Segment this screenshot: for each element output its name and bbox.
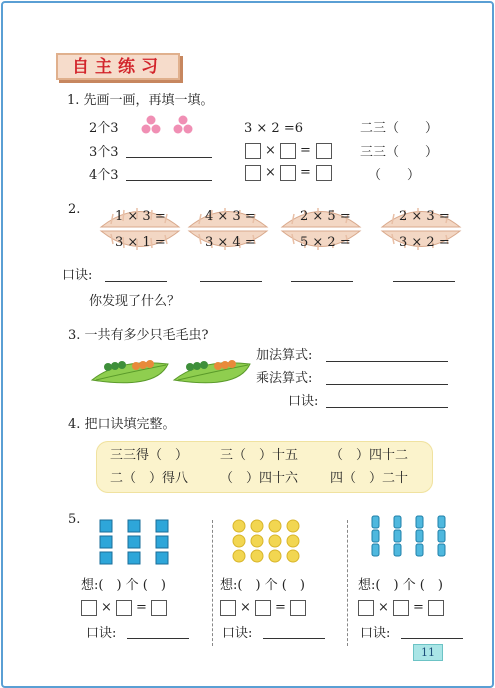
shell-top-expr: 2 × 5 =	[300, 209, 351, 224]
shell-top-expr: 2 × 3 =	[399, 209, 450, 224]
q2-koujue-label: 口诀:	[62, 268, 93, 283]
dashed-divider	[347, 520, 348, 646]
equals-sign: =	[300, 165, 311, 180]
page-title: 自主练习	[72, 57, 164, 77]
shell-card-4	[378, 204, 464, 254]
equals-sign: =	[275, 600, 286, 615]
q2-koujue-blank-4[interactable]	[393, 269, 455, 282]
q1-row1-right: 二三（ ）	[360, 121, 439, 136]
q3-mul-blank[interactable]	[326, 372, 448, 385]
q3-mul-label: 乘法算式:	[256, 371, 313, 386]
shell-bottom-expr: 3 × 4 =	[205, 235, 256, 250]
q3-koujue-label: 口诀:	[288, 394, 319, 409]
q3-add-label: 加法算式:	[256, 348, 313, 363]
q1-row2-left: 3个3	[89, 145, 119, 160]
q1-row3-draw-line[interactable]	[126, 168, 212, 181]
q2-discover-prompt: 你发现了什么？	[89, 294, 181, 309]
q5-col3-box-3[interactable]	[428, 600, 444, 616]
q5-col2-box-2[interactable]	[255, 600, 271, 616]
pink-dots-icon	[140, 114, 198, 136]
times-sign: ×	[378, 600, 389, 615]
equals-sign: =	[413, 600, 424, 615]
shell-top-expr: 1 × 3 =	[115, 209, 166, 224]
q1-row2-box-3[interactable]	[316, 143, 332, 159]
times-sign: ×	[265, 143, 276, 158]
q5-col1-box-3[interactable]	[151, 600, 167, 616]
q5-col2-koujue-blank[interactable]	[263, 626, 325, 639]
times-sign: ×	[265, 165, 276, 180]
q1-row3-box-3[interactable]	[316, 165, 332, 181]
q5-col1-think: 想:( ) 个 ( )	[81, 578, 166, 593]
q5-col2-koujue-label: 口诀:	[222, 626, 253, 641]
q5-col2-think: 想:( ) 个 ( )	[220, 578, 305, 593]
equals-sign: =	[300, 143, 311, 158]
shell-card-3	[278, 204, 364, 254]
q1-row2-draw-line[interactable]	[126, 145, 212, 158]
q5-label: 5.	[68, 512, 81, 527]
page-number: 11	[413, 644, 443, 661]
q1-row3-right: （ ）	[368, 168, 421, 183]
q1-row1-equation: 3 × 2 =6	[244, 121, 303, 136]
q1-row1-left: 2个3	[89, 121, 119, 136]
q5-col3-koujue-label: 口诀:	[360, 626, 391, 641]
times-sign: ×	[101, 600, 112, 615]
q1-row2-box-2[interactable]	[280, 143, 296, 159]
q1-row3-box-1[interactable]	[245, 165, 261, 181]
caterpillar-leaves-icon	[90, 350, 255, 394]
q1-row2-right: 三三（ ）	[360, 145, 439, 160]
q5-col3-koujue-blank[interactable]	[401, 626, 463, 639]
rhyme-1: 三三得（ ）	[110, 448, 189, 463]
q1-row3-left: 4个3	[89, 168, 119, 183]
rhyme-2: 三（ ）十五	[220, 448, 299, 463]
shell-card-1	[97, 204, 183, 254]
q5-col3-think: 想:( ) 个 ( )	[358, 578, 443, 593]
q1-row2-box-1[interactable]	[245, 143, 261, 159]
q5-col3-box-1[interactable]	[358, 600, 374, 616]
title-banner	[56, 53, 180, 80]
rhyme-3: （ ）四十二	[330, 448, 409, 463]
shell-bottom-expr: 5 × 2 =	[300, 235, 351, 250]
rhyme-5: （ ）四十六	[220, 471, 299, 486]
q3-label: 3. 一共有多少只毛毛虫?	[68, 328, 209, 343]
q5-col1-box-2[interactable]	[116, 600, 132, 616]
shell-bottom-expr: 3 × 1 =	[115, 235, 166, 250]
q5-col2-box-3[interactable]	[290, 600, 306, 616]
q3-add-blank[interactable]	[326, 349, 448, 362]
shell-bottom-expr: 3 × 2 =	[399, 235, 450, 250]
times-sign: ×	[240, 600, 251, 615]
q2-koujue-blank-3[interactable]	[291, 269, 353, 282]
q2-koujue-blank-2[interactable]	[200, 269, 262, 282]
q5-col3-box-2[interactable]	[393, 600, 409, 616]
q5-col2-box-1[interactable]	[220, 600, 236, 616]
q1-row3-box-2[interactable]	[280, 165, 296, 181]
q5-col1-koujue-label: 口诀:	[86, 626, 117, 641]
q5-col1-koujue-blank[interactable]	[127, 626, 189, 639]
q5-col1-box-1[interactable]	[81, 600, 97, 616]
equals-sign: =	[136, 600, 147, 615]
rhyme-4: 二（ ）得八	[110, 471, 189, 486]
q2-koujue-blank-1[interactable]	[105, 269, 167, 282]
q1-label: 1. 先画一画，再填一填。	[67, 93, 214, 108]
ball-grid-icon	[230, 518, 310, 564]
shell-top-expr: 4 × 3 =	[205, 209, 256, 224]
q3-koujue-blank[interactable]	[326, 395, 448, 408]
shell-card-2	[185, 204, 271, 254]
cube-stacks-icon	[96, 516, 176, 572]
dashed-divider	[212, 520, 213, 646]
q2-label: 2.	[68, 202, 81, 217]
rhyme-6: 四（ ）二十	[330, 471, 409, 486]
q4-label: 4. 把口诀填完整。	[68, 417, 176, 432]
stick-bundles-icon	[368, 514, 458, 570]
